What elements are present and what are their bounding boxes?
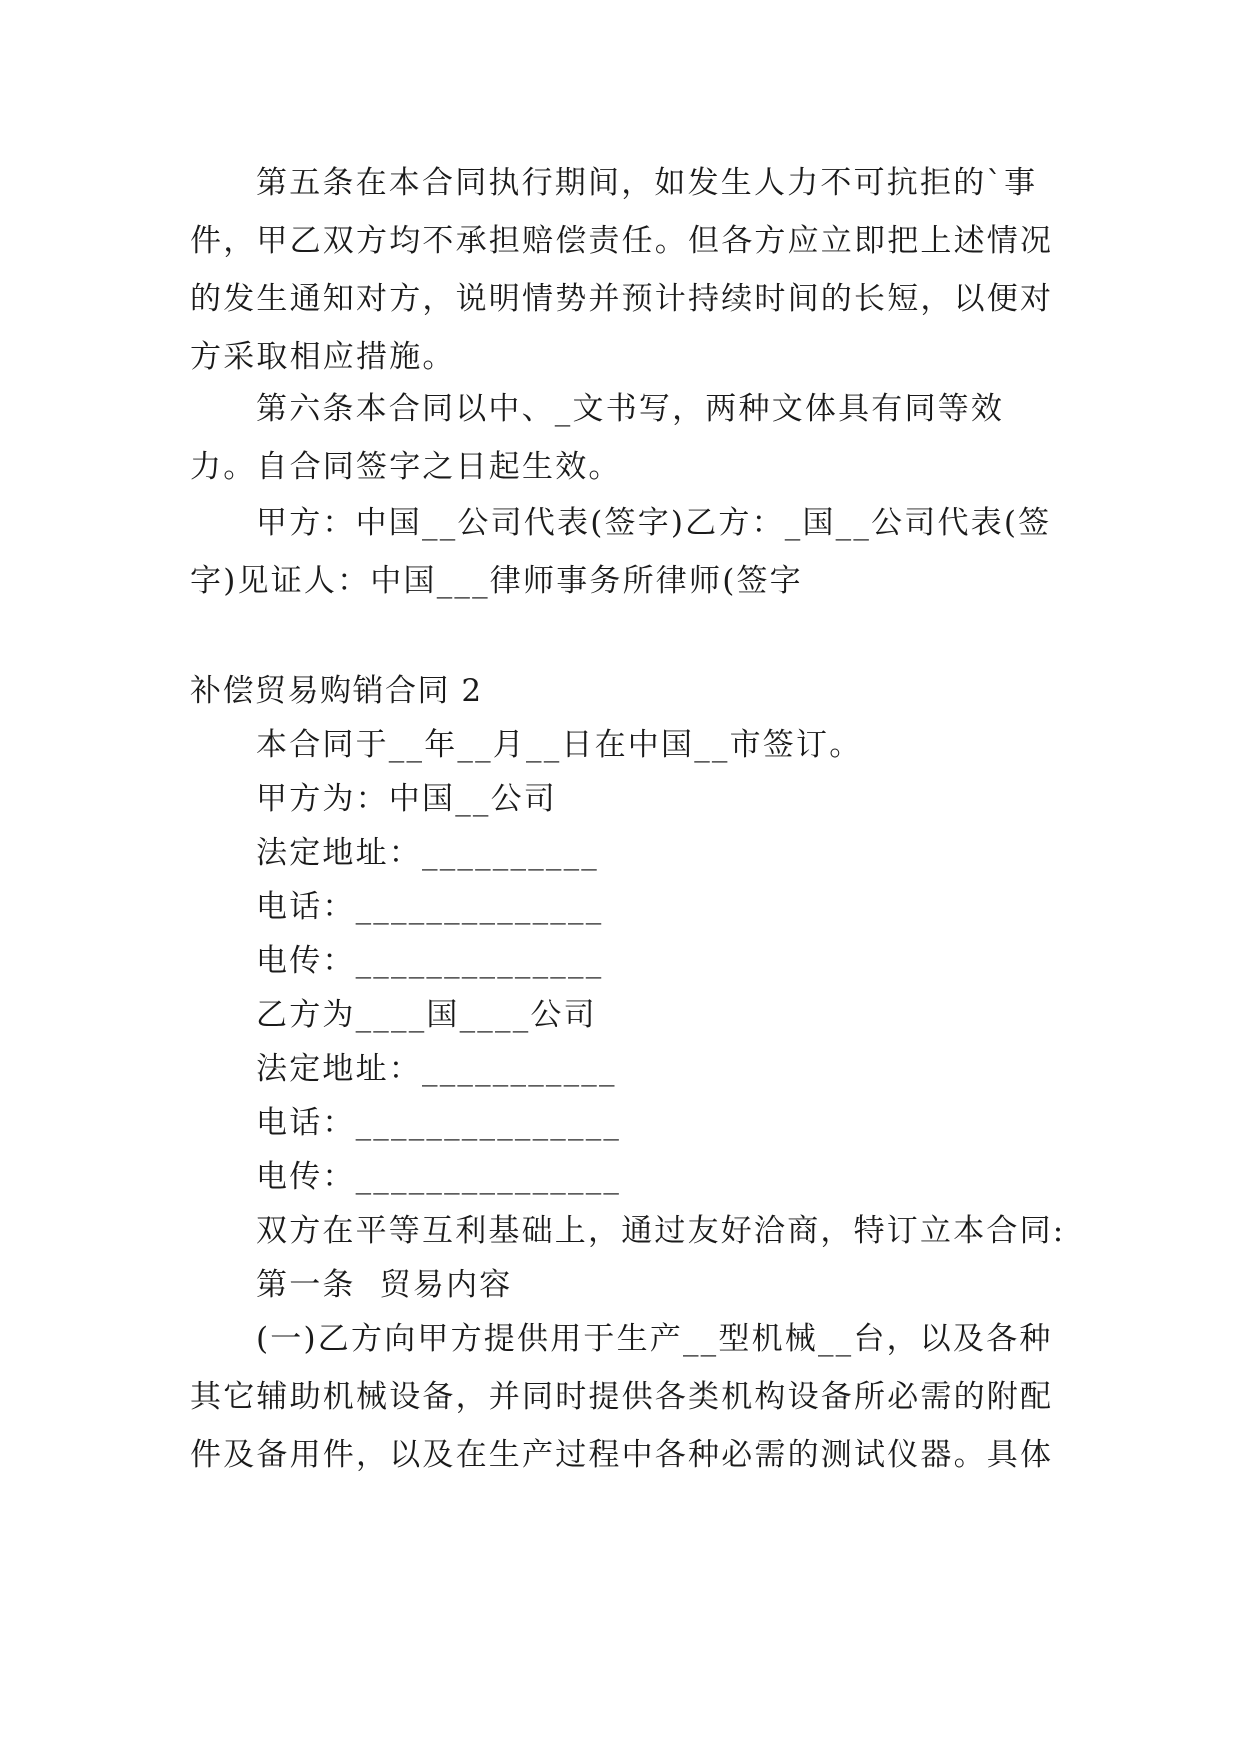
party-a-name-line: 甲方为：中国__公司 [256,781,557,817]
party-b-phone-line: 电话：_______________ [256,1105,622,1141]
party-a-address-line: 法定地址：__________ [256,835,599,871]
signing-date-line: 本合同于__年__月__日在中国__市签订。 [256,727,863,763]
party-a-phone-line: 电话：______________ [256,889,604,925]
preamble-line: 双方在平等互利基础上，通过友好洽商，特订立本合同: [256,1213,1066,1249]
clause-1-paragraph: (一)乙方向甲方提供用于生产__型机械__台，以及各种其它辅助机械设备，并同时提供各类机构设备所必需的附配件及备用件，以及在生产过程中各种必需的测试仪器。具体 [190,1321,1054,1473]
party-b-name-line: 乙方为____国____公司 [256,997,597,1033]
article-6-paragraph: 第六条本合同以中、_文书写，两种文体具有同等效力。自合同签字之日起生效。 [190,391,1005,485]
party-a-telex-line: 电传：______________ [256,943,604,979]
article-1-heading: 第一条 贸易内容 [256,1267,513,1303]
contract-title: 补偿贸易购销合同 2 [190,673,483,709]
party-b-address-line: 法定地址：___________ [256,1051,617,1087]
article-5-paragraph: 第五条在本合同执行期间，如发生人力不可抗拒的`事件，甲乙双方均不承担赔偿责任。但各方应立即把上述情况的发生通知对方，说明情势并预计持续时间的长短，以便对方采取相应措施。 [190,165,1054,375]
party-b-telex-line: 电传：_______________ [256,1159,622,1195]
signature-paragraph: 甲方：中国__公司代表(签字)乙方：_国__公司代表(签字)见证人：中国___律师事务所律师(签字 [190,505,1052,599]
